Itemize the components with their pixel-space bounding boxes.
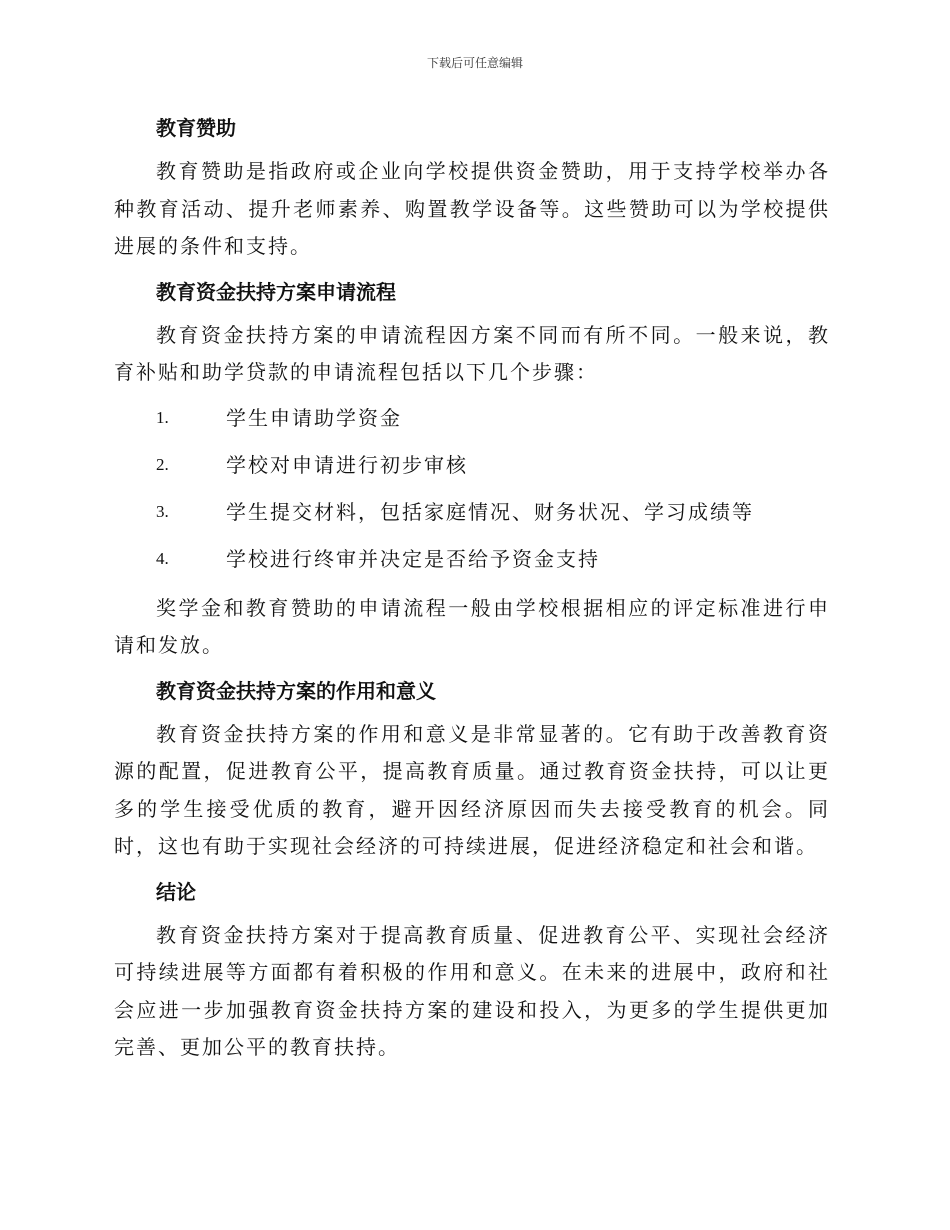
- list-item: [114, 402, 830, 449]
- list-item: [114, 449, 830, 496]
- list-item: [114, 496, 830, 543]
- list-item-text: 学校对申请进行初步审核: [226, 452, 468, 477]
- application-steps-list: [114, 402, 830, 590]
- list-item-number: 2.: [156, 454, 169, 474]
- paragraph-application-process: 教育资金扶持方案的申请流程因方案不同而有所不同。一般来说，教育补贴和助学贷款的申请流程包括以下几个步骤：: [114, 322, 830, 384]
- paragraph-education-sponsorship: 教育赞助是指政府或企业向学校提供资金赞助，用于支持学校举办各种教育活动、提升老师素养、购置教学设备等。这些赞助可以为学校提供进展的条件和支持。: [114, 159, 830, 258]
- list-item-number: 1.: [156, 407, 169, 427]
- paragraph-scholarship-process: 奖学金和教育赞助的申请流程一般由学校根据相应的评定标准进行申请和发放。: [114, 595, 830, 657]
- list-item-text: 学生提交材料，包括家庭情况、财务状况、学习成绩等: [226, 499, 754, 524]
- section-title-education-sponsorship: 教育赞助: [156, 116, 236, 140]
- document-body: [114, 112, 830, 1067]
- list-item-number: 4.: [156, 548, 169, 568]
- list-item: [114, 543, 830, 590]
- list-item-number: 3.: [156, 501, 169, 521]
- list-item-text: 学校进行终审并决定是否给予资金支持: [226, 546, 600, 571]
- section-title-conclusion: 结论: [156, 879, 196, 904]
- section-title-role-and-significance: 教育资金扶持方案的作用和意义: [156, 678, 436, 703]
- paragraph-role-and-significance: 教育资金扶持方案的作用和意义是非常显著的。它有助于改善教育资源的配置，促进教育公平，提高教育质量。通过教育资金扶持，可以让更多的学生接受优质的教育，避开因经济原因而失去接受教育的机会。同时，这也有助于实现社会经济的可持续进展，促进经济稳定和社会和谐。: [114, 721, 830, 858]
- page-header: 下载后可任意编辑: [426, 56, 523, 70]
- section-title-application-process: 教育资金扶持方案申请流程: [156, 279, 396, 304]
- paragraph-conclusion: 教育资金扶持方案对于提高教育质量、促进教育公平、实现社会经济可持续进展等方面都有着积极的作用和意义。在未来的进展中，政府和社会应进一步加强教育资金扶持方案的建设和投入，为更多的学生提供更加完善、更加公平的教育扶持。: [114, 922, 830, 1059]
- list-item-text: 学生申请助学资金: [226, 405, 402, 430]
